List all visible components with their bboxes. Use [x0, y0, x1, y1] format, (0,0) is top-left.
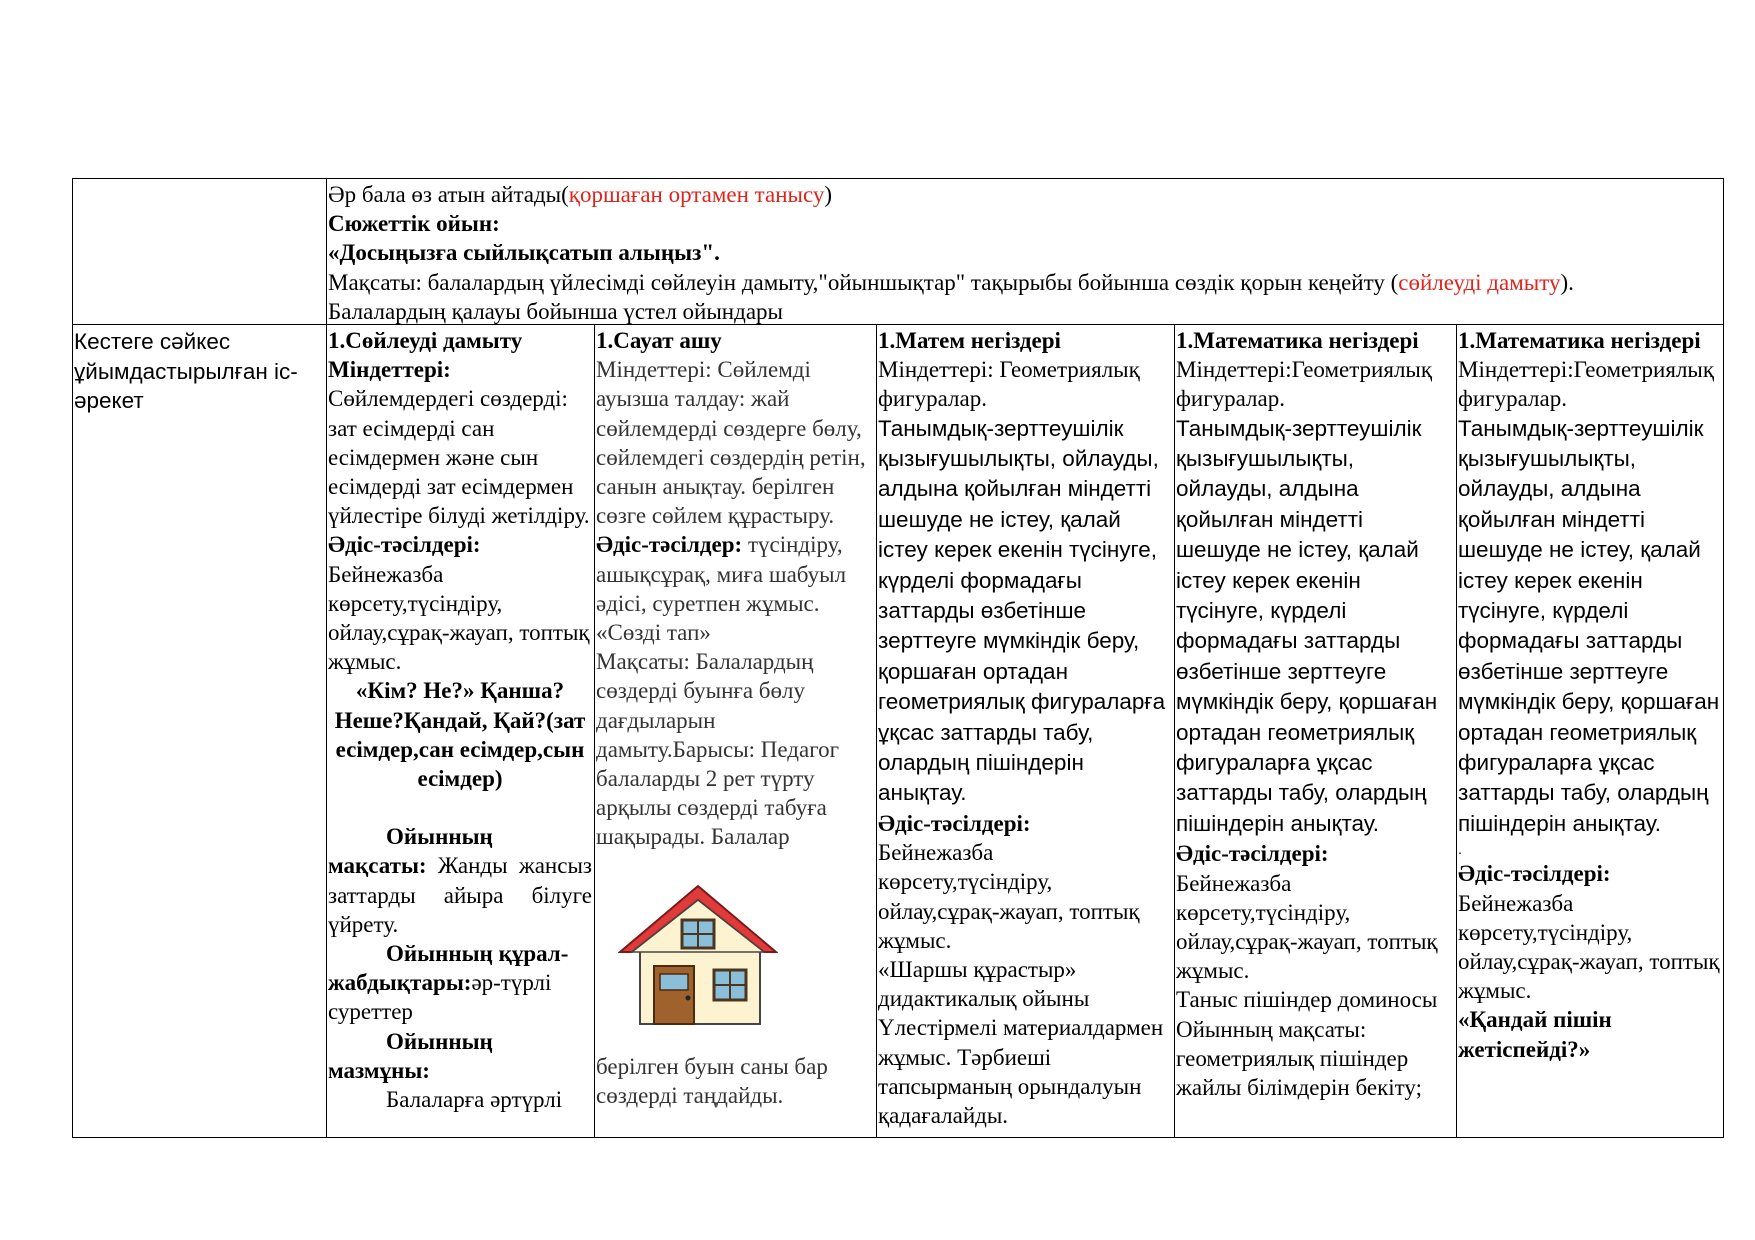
col3-title: 1.Матем негіздері	[878, 328, 1061, 353]
col-divider-1	[326, 178, 327, 1138]
col2-title: 1.Сауат ашу	[596, 328, 722, 353]
col3-methods: Бейнежазба көрсету,түсіндіру, ойлау,сұрақ-жауап, топтық жұмыс.	[878, 840, 1140, 953]
col-divider-4	[1174, 324, 1175, 1138]
col4-tasks: Міндеттері:Геометриялық фигуралар.	[1176, 357, 1433, 412]
table-border-bottom	[72, 1137, 1724, 1138]
col4-title: 1.Математика негіздері	[1176, 328, 1419, 353]
col5-tasks-detail: Танымдық-зерттеушілік қызығушылықты, ойлауды, алдына қойылған міндетті шешуде не істеу, қалай істеу керек екенін түсінуге, күрделі формадағы заттарды өзбетінше зерттеуге мүмкіндік беру, қоршаған ортадан геометриялық фигураларға ұқсас заттарды табу, олардың пішіндерін анықтау.	[1458, 415, 1720, 836]
table-border-left	[72, 178, 73, 1138]
col1-title: 1.Сөйлеуді дамыту	[328, 328, 523, 353]
col1-tasks: Сөйлемдердегі сөздерді: зат есімдерді сан есімдермен және сын есімдерді зат есімдермен үйлестіре білуді жетілдіру.	[328, 386, 590, 529]
col3-tasks: Міндеттері: Геометриялық фигуралар.	[878, 357, 1140, 412]
col1-methods-label: Әдіс-тәсілдері:	[328, 532, 481, 558]
col4-tasks-detail: Танымдық-зерттеушілік қызығушылықты, ойлауды, алдына қойылған міндетті шешуде не істеу, қалай істеу керек екенін түсінуге, күрделі формадағы заттарды өзбетінше зерттеуге мүмкіндік беру, қоршаған ортадан геометриялық фигураларға ұқсас заттарды табу, олардың пішіндерін анықтау.	[1176, 415, 1438, 836]
col1-goal: Ойынның мақсаты: Жанды жансыз заттарды айыра білуге үйрету.	[328, 824, 592, 937]
col1-content-label: Ойынның мазмұны:	[328, 1028, 493, 1083]
top-line-4: Мақсаты: балалардың үйлесімді сөйлеуін дамыту,"ойыншықтар" тақырыбы бойынша сөздік қорын кеңейту (сөйлеуді дамыту).	[328, 269, 1574, 295]
col4-cell	[1176, 326, 1454, 1136]
col-divider-2	[594, 324, 595, 1138]
col4-methods: Бейнежазба көрсету,түсіндіру, ойлау,сұрақ-жауап, топтық жұмыс.	[1176, 870, 1438, 984]
col-divider-3	[876, 324, 877, 1138]
col2-after-image: берілген буын саны бар сөздерді таңдайды.	[596, 1053, 828, 1108]
col5-methods-label: Әдіс-тәсілдері:	[1458, 861, 1611, 887]
col5-title: 1.Математика негіздері	[1458, 328, 1701, 353]
row-label-cell	[74, 327, 314, 447]
col5-game: «Қандай пішін жетіспейді?»	[1458, 1007, 1612, 1062]
col3-cell	[878, 326, 1172, 1136]
col2-cell	[596, 326, 874, 1136]
top-line-5: Балалардың қалауы бойынша үстел ойындары	[328, 298, 783, 324]
col5-cell	[1458, 326, 1720, 1136]
col3-methods-label: Әдіс-тәсілдері:	[878, 810, 1031, 836]
col1-equip: Ойынның құрал-жабдықтары:әр-түрлі суреттер	[328, 941, 569, 1025]
col2-game: «Сөзді тап»	[596, 620, 711, 646]
col5-tasks: Міндеттері:Геометриялық фигуралар.	[1458, 357, 1715, 412]
col4-goal: Ойынның мақсаты: геометриялық пішіндер жайлы білімдерін бекіту;	[1176, 1016, 1422, 1100]
table-border-right	[1723, 178, 1724, 1138]
table-border-top	[72, 178, 1724, 179]
col2-goal: Мақсаты: Балалардың сөздерді буынға бөлу дағдыларын дамыту.Барысы: Педагог балаларды 2 рет түрту арқылы сөздерді табуға шақырады. Балалар	[596, 649, 840, 850]
top-row-cell	[328, 180, 1720, 324]
col3-tasks-detail: Танымдық-зерттеушілік қызығушылықты, ойлауды, алдына қойылған міндетті шешуде не істеу, қалай істеу керек екенін түсінуге, күрделі формадағы заттарды өзбетінше зерттеуге мүмкіндік беру, қоршаған ортадан геометриялық фигураларға ұқсас заттарды табу, олардың пішіндерін анықтау.	[878, 415, 1166, 806]
col1-cell	[328, 326, 592, 1136]
row-label: Кестеге сәйкес ұйымдастырылған іс-әрекет	[74, 329, 298, 413]
col1-spacer	[328, 793, 592, 822]
col1-game-title: «Кім? Не?» Қанша?Неше?Қандай, Қай?(зат есімдер,сан есімдер,сын есімдер)	[334, 678, 586, 792]
top-line-2: Сюжеттік ойын:	[328, 211, 500, 237]
top-line-1: Әр бала өз атын айтады(қоршаған ортамен танысу)	[328, 182, 833, 207]
col1-tasks-label: Міндеттері:	[328, 357, 451, 383]
row-divider	[72, 324, 1724, 325]
col2-methods: Әдіс-тәсілдер: түсіндіру, ашықсұрақ, миға шабуыл әдісі, суретпен жұмыс.	[596, 532, 847, 616]
col1-methods: Бейнежазба көрсету,түсіндіру, ойлау,сұрақ-жауап, топтық жұмыс.	[328, 561, 590, 675]
col4-game: Таныс пішіндер доминосы	[1176, 987, 1438, 1013]
col4-methods-label: Әдіс-тәсілдері:	[1176, 841, 1329, 867]
col2-tasks: Міндеттері: Сөйлемді ауызша талдау: жай сөйлемдерді сөздерге бөлу, сөйлемдегі сөздердің ретін, санын анықтау. берілген сөзге сөйлем құрастыру.	[596, 357, 866, 529]
col3-game: «Шаршы құрастыр» дидактикалық ойыны Үлестірмелі материалдармен жұмыс. Тәрбиеші тапсырманың орындалуын қадағалайды.	[878, 956, 1164, 1128]
top-line-3: «Досыңызға сыйлықсатып алыңыз".	[328, 240, 720, 266]
house-illustration	[618, 878, 778, 1028]
col5-methods: Бейнежазба көрсету,түсіндіру, ойлау,сұрақ-жауап, топтық жұмыс.	[1458, 890, 1720, 1004]
col5-dot: .	[1458, 841, 1462, 858]
col-divider-5	[1456, 324, 1457, 1138]
col1-content: Балаларға әртүрлі	[386, 1087, 563, 1113]
